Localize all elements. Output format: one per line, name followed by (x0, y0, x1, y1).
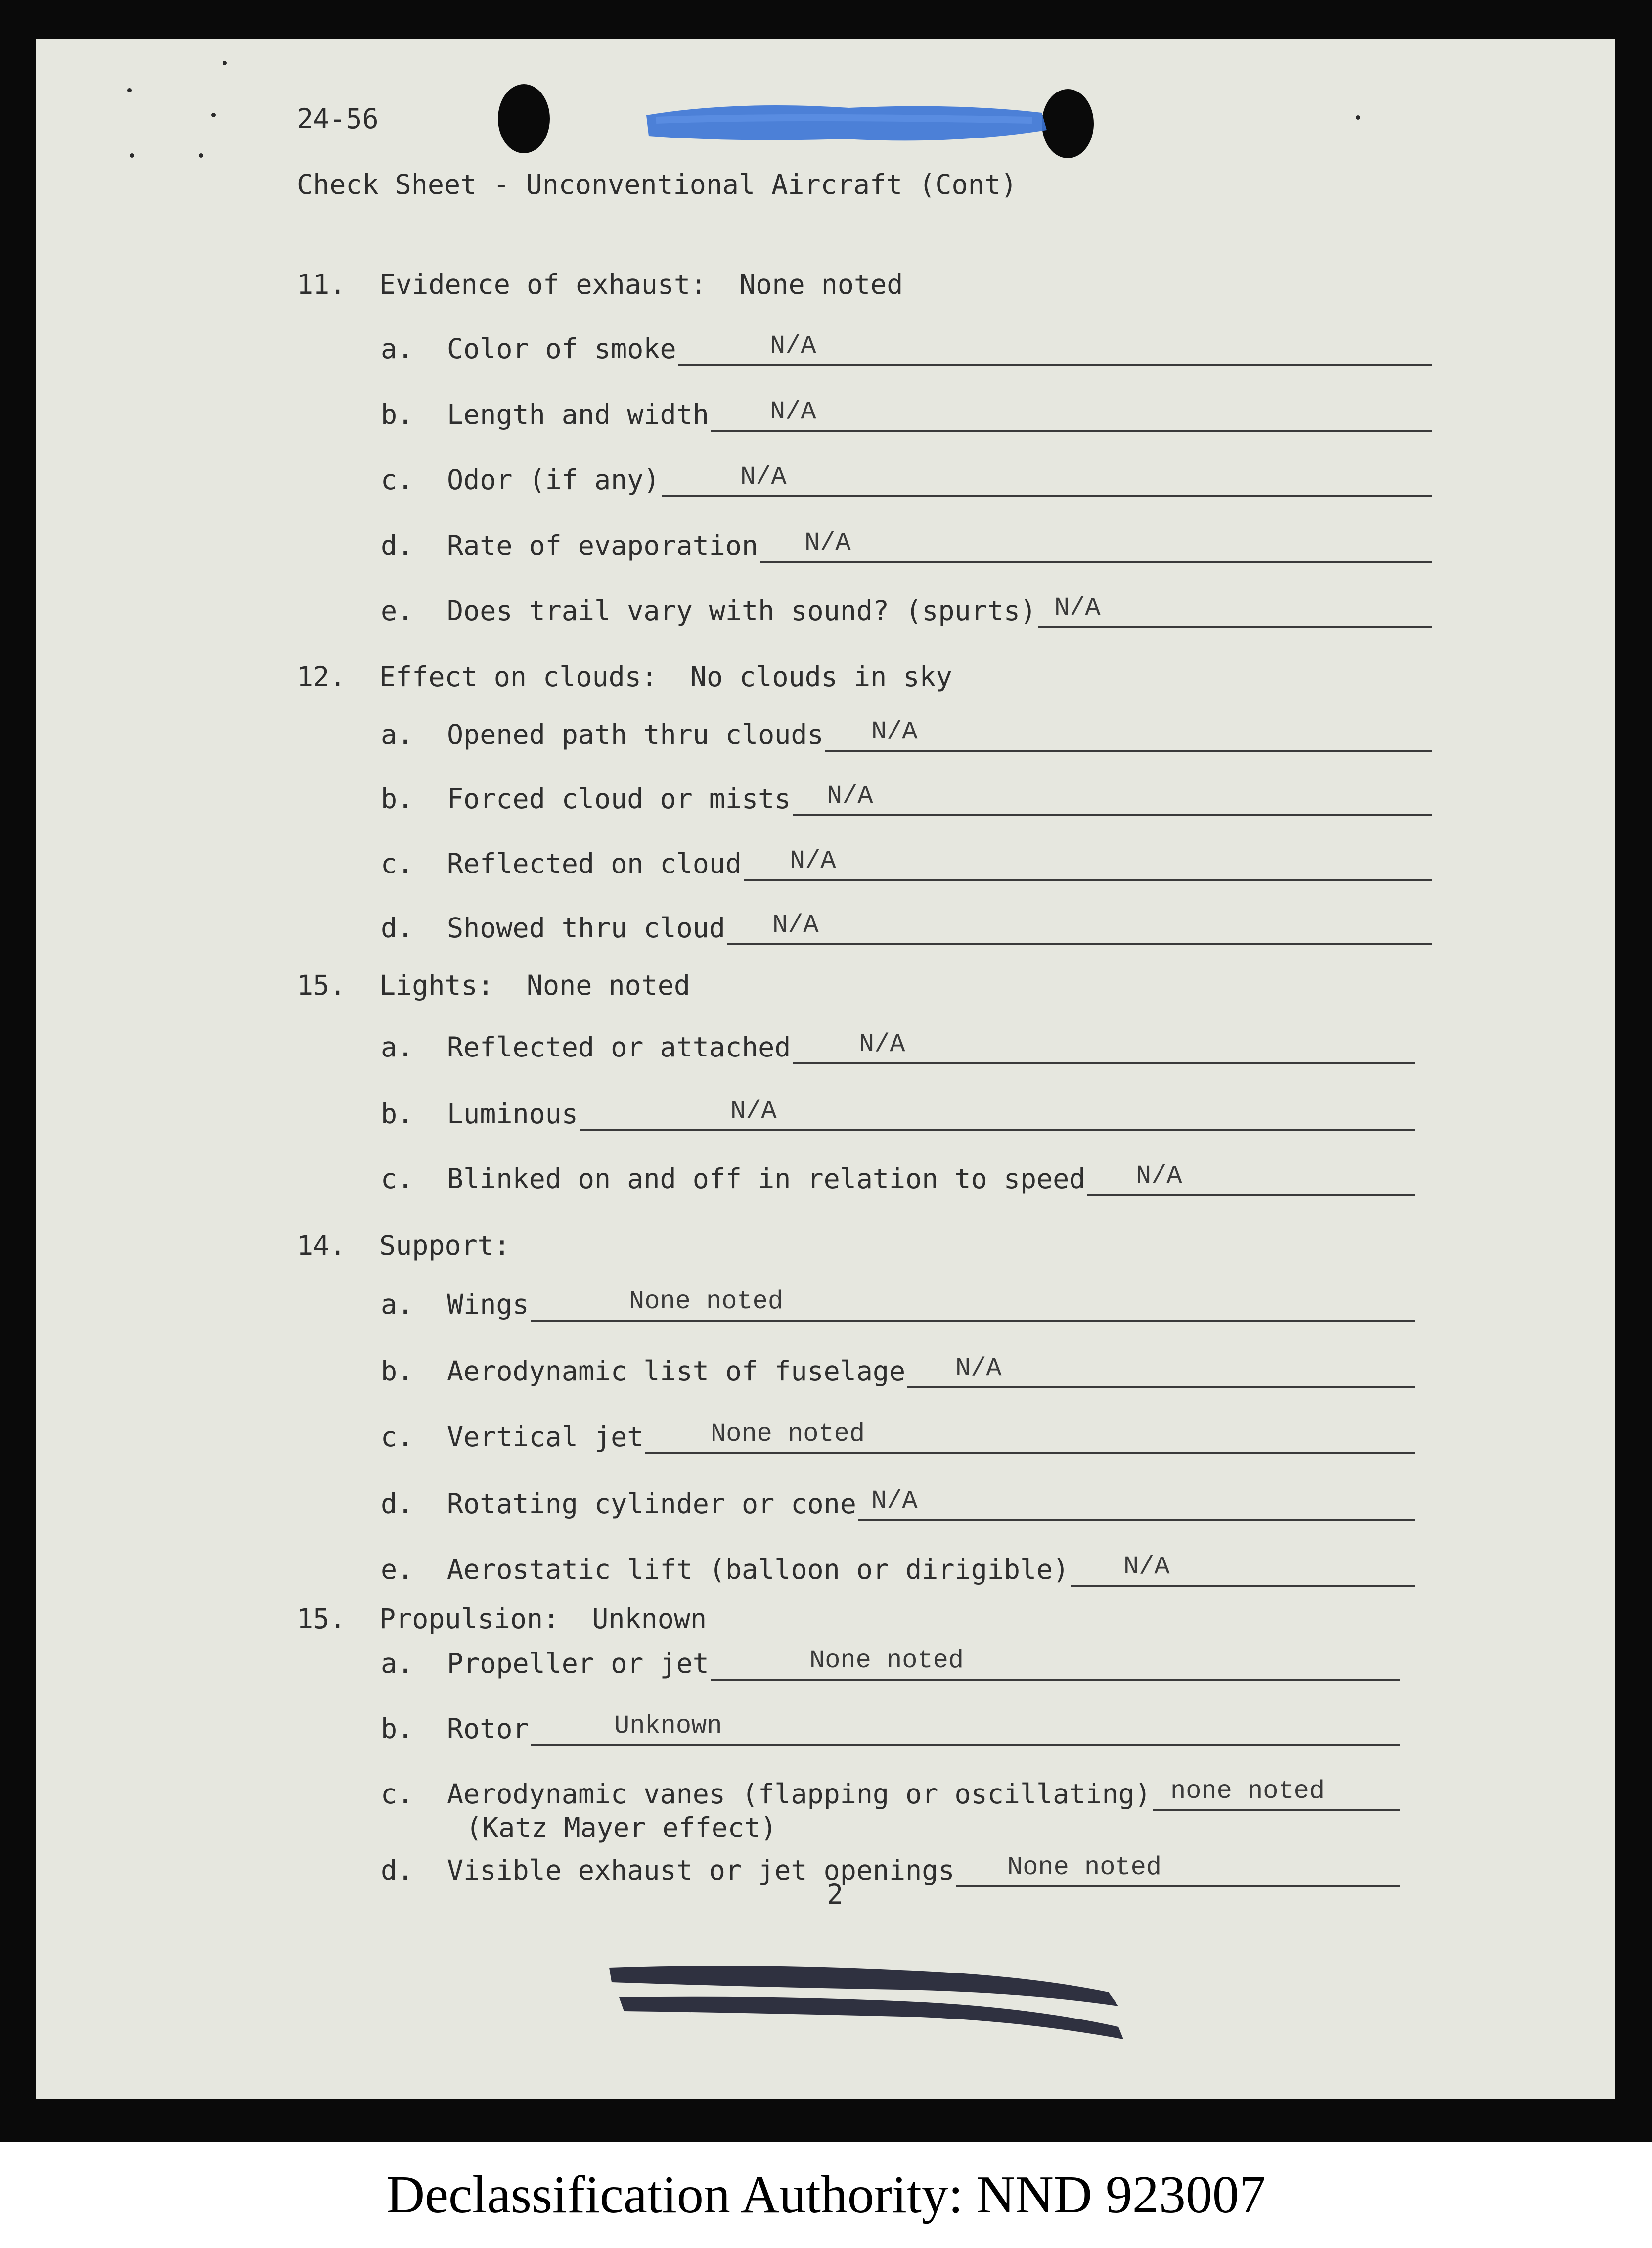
item-answer: None noted (711, 1420, 865, 1449)
section-value: Unknown (592, 1603, 707, 1635)
answer-underline (744, 879, 1432, 881)
section-number: 11. (297, 269, 346, 300)
answer-underline (793, 1062, 1415, 1064)
item-label: Wings (447, 1288, 529, 1320)
item-label: Aerodynamic vanes (flapping or oscillating) (447, 1778, 1151, 1810)
section-number: 12. (297, 661, 346, 692)
item-letter: a. (381, 1648, 414, 1679)
answer-underline (1087, 1194, 1415, 1196)
item-answer: None noted (1007, 1853, 1162, 1882)
section-label: Support: (379, 1230, 510, 1261)
item-label: Reflected on cloud (447, 848, 742, 879)
item-letter: a. (381, 333, 414, 365)
ink-speck (211, 113, 216, 117)
item-answer: N/A (955, 1354, 1002, 1383)
item-letter: d. (381, 1488, 414, 1519)
item-label: Rate of evaporation (447, 530, 759, 561)
section-value: None noted (739, 269, 903, 300)
item-label: Color of smoke (447, 333, 676, 365)
section-label: Propulsion: (379, 1603, 560, 1635)
item-label: Reflected or attached (447, 1031, 791, 1063)
answer-underline (956, 1885, 1400, 1887)
item-answer: N/A (790, 846, 836, 875)
item-answer: None noted (809, 1646, 964, 1675)
item-letter: a. (381, 719, 414, 750)
item-letter: b. (381, 1355, 414, 1387)
answer-underline (711, 430, 1432, 432)
redaction-mark-bottom (604, 1948, 1133, 2047)
item-letter: e. (381, 1554, 414, 1585)
item-answer: N/A (740, 462, 787, 492)
item-label: Blinked on and off in relation to speed (447, 1163, 1086, 1194)
item-answer: none noted (1170, 1777, 1325, 1806)
item-label: Propeller or jet (447, 1648, 709, 1679)
item-label: Visible exhaust or jet openings (447, 1854, 955, 1886)
answer-underline (531, 1320, 1416, 1322)
answer-underline (825, 750, 1432, 752)
section-label: Effect on clouds: (379, 661, 658, 692)
item-label: Opened path thru clouds (447, 719, 824, 750)
item-answer: N/A (859, 1030, 905, 1059)
answer-underline (711, 1679, 1400, 1681)
item-label: Luminous (447, 1098, 578, 1130)
answer-underline (645, 1452, 1415, 1454)
ink-speck (223, 61, 227, 65)
item-answer: N/A (1054, 594, 1101, 623)
punch-hole-left (498, 84, 550, 153)
declassification-authority: Declassification Authority: NND 923007 (386, 2165, 1266, 2224)
item-answer: N/A (871, 1486, 918, 1515)
item-answer: N/A (804, 528, 851, 557)
item-label: Rotor (447, 1713, 529, 1744)
item-letter: c. (381, 464, 414, 496)
answer-underline (1071, 1585, 1415, 1587)
item-label: Odor (if any) (447, 464, 660, 496)
item-label: Vertical jet (447, 1421, 644, 1453)
item-label: Rotating cylinder or cone (447, 1488, 856, 1519)
answer-underline (1038, 626, 1432, 628)
item-label-continued: (Katz Mayer effect) (466, 1812, 777, 1843)
page-number: 2 (827, 1879, 844, 1910)
section-label: Lights: (379, 969, 494, 1001)
item-answer: N/A (871, 717, 918, 746)
answer-underline (858, 1519, 1416, 1521)
item-letter: e. (381, 595, 414, 627)
answer-underline (662, 495, 1432, 497)
item-label: Forced cloud or mists (447, 783, 791, 815)
item-answer: N/A (770, 397, 816, 426)
ink-speck (199, 153, 203, 158)
item-letter: c. (381, 1778, 414, 1810)
item-answer: N/A (770, 331, 816, 361)
answer-underline (760, 561, 1432, 563)
item-answer: Unknown (614, 1711, 722, 1741)
document-ref-number: 24-56 (297, 103, 379, 135)
ink-speck (1356, 115, 1360, 120)
ink-speck (130, 153, 134, 158)
item-answer: N/A (1123, 1552, 1170, 1581)
answer-underline (678, 364, 1432, 366)
answer-underline (793, 814, 1432, 816)
item-letter: b. (381, 783, 414, 815)
item-label: Length and width (447, 399, 709, 430)
answer-underline (1153, 1809, 1400, 1811)
section-value: No clouds in sky (690, 661, 952, 692)
document-title: Check Sheet - Unconventional Aircraft (Cont) (297, 169, 1017, 200)
item-answer: None noted (629, 1287, 784, 1316)
ink-speck (127, 88, 132, 92)
answer-underline (907, 1386, 1415, 1388)
item-letter: b. (381, 399, 414, 430)
section-value: None noted (526, 969, 691, 1001)
item-letter: c. (381, 848, 414, 879)
item-letter: d. (381, 912, 414, 944)
item-letter: a. (381, 1031, 414, 1063)
section-number: 15. (297, 1603, 346, 1635)
answer-underline (531, 1744, 1401, 1746)
section-number: 15. (297, 969, 346, 1001)
item-letter: b. (381, 1713, 414, 1744)
item-letter: d. (381, 1854, 414, 1886)
item-answer: N/A (772, 911, 819, 940)
item-answer: N/A (730, 1097, 777, 1126)
redaction-mark-top (636, 81, 1062, 160)
item-letter: d. (381, 530, 414, 561)
item-answer: N/A (1136, 1161, 1182, 1191)
item-label: Showed thru cloud (447, 912, 725, 944)
section-label: Evidence of exhaust: (379, 269, 707, 300)
section-number: 14. (297, 1230, 346, 1261)
item-letter: c. (381, 1421, 414, 1453)
item-label: Aerodynamic list of fuselage (447, 1355, 906, 1387)
item-label: Aerostatic lift (balloon or dirigible) (447, 1554, 1070, 1585)
document-page (36, 39, 1615, 2099)
item-letter: c. (381, 1163, 414, 1194)
item-letter: b. (381, 1098, 414, 1130)
answer-underline (727, 943, 1432, 945)
item-label: Does trail vary with sound? (spurts) (447, 595, 1037, 627)
item-letter: a. (381, 1288, 414, 1320)
answer-underline (580, 1129, 1415, 1131)
item-answer: N/A (827, 781, 873, 811)
